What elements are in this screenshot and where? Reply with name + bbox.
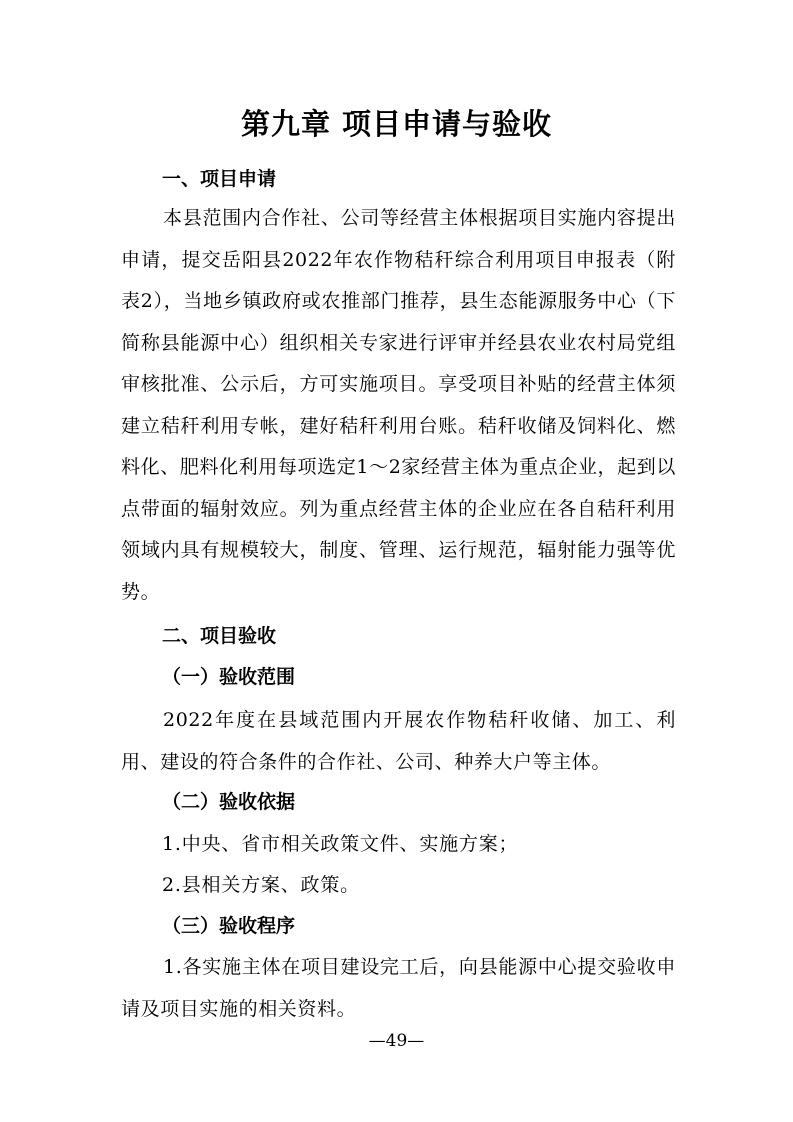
section-heading-application: 一、项目申请 — [162, 168, 277, 190]
scope-paragraph: 2022年度在县域范围内开展农作物秸秆收储、加工、利用、建设的符合条件的合作社、公司、种养大户等主体。 — [121, 709, 676, 773]
subsection-heading-basis: （二）验收依据 — [162, 791, 296, 813]
subsection-heading-scope: （一）验收范围 — [162, 666, 296, 688]
basis-item-1: 1.中央、省市相关政策文件、实施方案； — [162, 833, 519, 855]
chapter-title: 第九章 项目申请与验收 — [240, 107, 553, 141]
application-paragraph: 本县范围内合作社、公司等经营主体根据项目实施内容提出申请，提交岳阳县2022年农作物秸秆综合利用项目申报表（附表2），当地乡镇政府或农推部门推荐，县生态能源服务中心（下简称县能源中心）组织相关专家进行评审并经县农业农村局党组审核批准、公示后，方可实施项目。享受项目补贴的经营主体须建立秸秆利用专帐，建好秸秆利用台账。秸秆收储及饲料化、燃料化、肥料化利用每项选定1～2家经营主体为重点企业，起到以点带面的辐射效应。列为重点经营主体的企业应在各自秸秆利用领域内具有规模较大，制度、管理、运行规范，辐射能力强等优势。 — [121, 207, 676, 603]
page-number: —49— — [368, 1031, 425, 1051]
procedure-paragraph: 1.各实施主体在项目建设完工后，向县能源中心提交验收申请及项目实施的相关资料。 — [121, 956, 676, 1020]
section-heading-acceptance: 二、项目验收 — [162, 625, 277, 647]
basis-item-2: 2.县相关方案、政策。 — [162, 874, 360, 896]
subsection-heading-procedure: （三）验收程序 — [162, 915, 296, 937]
